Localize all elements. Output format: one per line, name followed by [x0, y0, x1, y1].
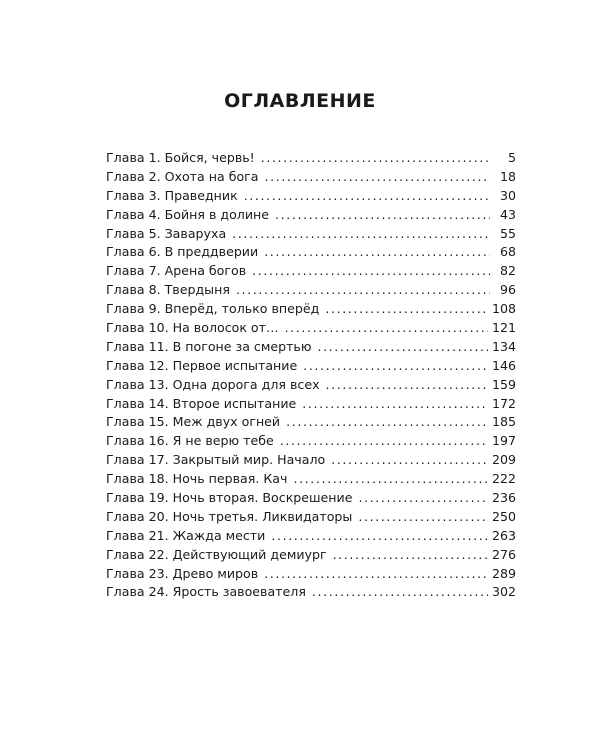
toc-entry-title: Глава 11. В погоне за смертью — [106, 338, 312, 354]
toc-entry-title: Глава 1. Бойся, червь! — [106, 150, 255, 165]
toc-leader-dots — [275, 206, 490, 225]
toc-page-number: 121 — [491, 320, 516, 336]
toc-entry-title: Глава 2. Охота на бога — [106, 168, 259, 184]
toc-entry — [106, 508, 516, 527]
toc-page-number: 159 — [491, 376, 516, 392]
toc-leader-dots — [333, 546, 488, 565]
toc-leader-dots — [317, 338, 487, 357]
toc-leader-dots — [326, 376, 488, 395]
toc-page-number: 263 — [491, 527, 516, 543]
toc-entry-title: Глава 17. Закрытый мир. Начало — [106, 452, 326, 468]
toc-entry — [106, 583, 516, 602]
toc-entry-title: Глава 18. Ночь первая. Кач — [106, 471, 288, 487]
toc-entry-title: Глава 21. Жажда мести — [106, 527, 266, 543]
toc-entry — [106, 565, 516, 584]
toc-entry — [106, 168, 516, 187]
toc-entry — [106, 319, 516, 338]
toc-leader-dots — [331, 451, 488, 470]
toc-entry — [106, 243, 516, 262]
toc-leader-dots — [261, 149, 490, 168]
toc-entry-title: Глава 7. Арена богов — [106, 263, 247, 279]
toc-list — [106, 149, 516, 602]
toc-entry-title: Глава 13. Одна дорога для всех — [106, 376, 320, 392]
toc-entry — [106, 206, 516, 225]
toc-entry — [106, 225, 516, 244]
toc-leader-dots — [265, 168, 491, 187]
toc-leader-dots — [244, 187, 490, 206]
toc-page-number: 197 — [491, 433, 516, 449]
toc-page-number: 222 — [491, 471, 516, 487]
toc-page-number: 82 — [499, 263, 516, 279]
toc-entry — [106, 470, 516, 489]
toc-entry-title: Глава 12. Первое испытание — [106, 357, 298, 373]
toc-leader-dots — [236, 281, 490, 300]
toc-entry-title: Глава 4. Бойня в долине — [106, 206, 270, 222]
toc-entry — [106, 413, 516, 432]
toc-entry-title: Глава 15. Меж двух огней — [106, 414, 281, 430]
toc-page-number: 276 — [491, 546, 516, 562]
toc-page-number: 146 — [491, 357, 516, 373]
toc-page-number: 185 — [491, 414, 516, 430]
toc-entry — [106, 262, 516, 281]
toc-page-number: 250 — [491, 508, 516, 524]
toc-entry-title: Глава 10. На волосок от… — [106, 320, 279, 336]
toc-entry — [106, 281, 516, 300]
toc-entry-title: Глава 6. В преддверии — [106, 244, 259, 260]
toc-page-number: 5 — [507, 150, 516, 165]
toc-entry — [106, 527, 516, 546]
toc-entry-title: Глава 24. Ярость завоевателя — [106, 584, 306, 600]
toc-page-number: 55 — [499, 225, 516, 241]
toc-entry-title: Глава 9. Вперёд, только вперёд — [106, 301, 320, 317]
toc-leader-dots — [358, 508, 488, 527]
toc-leader-dots — [358, 489, 487, 508]
toc-page-number: 108 — [491, 301, 516, 317]
page-title: ОГЛАВЛЕНИЕ — [224, 90, 376, 112]
toc-entry — [106, 432, 516, 451]
toc-entry-title: Глава 23. Древо миров — [106, 565, 259, 581]
toc-page-number: 18 — [499, 168, 516, 184]
toc-leader-dots — [252, 262, 490, 281]
toc-leader-dots — [280, 432, 488, 451]
toc-entry — [106, 357, 516, 376]
toc-leader-dots — [264, 565, 488, 584]
toc-page-number: 209 — [491, 452, 516, 468]
toc-page-number: 289 — [491, 565, 516, 581]
toc-entry — [106, 300, 516, 319]
toc-page-number: 43 — [499, 206, 516, 222]
toc-entry — [106, 338, 516, 357]
toc-entry-title: Глава 19. Ночь вторая. Воскрешение — [106, 490, 353, 506]
toc-page-number: 172 — [491, 395, 516, 411]
toc-entry — [106, 489, 516, 508]
toc-leader-dots — [325, 300, 488, 319]
toc-leader-dots — [302, 395, 488, 414]
toc-entry-title: Глава 3. Праведник — [106, 187, 238, 203]
toc-entry — [106, 395, 516, 414]
toc-leader-dots — [285, 319, 488, 338]
toc-leader-dots — [232, 225, 490, 244]
toc-entry-title: Глава 14. Второе испытание — [106, 395, 297, 411]
toc-entry-title: Глава 20. Ночь третья. Ликвидаторы — [106, 508, 353, 524]
toc-entry-title: Глава 8. Твердыня — [106, 282, 230, 298]
toc-leader-dots — [271, 527, 488, 546]
toc-entry — [106, 149, 516, 168]
toc-leader-dots — [303, 357, 488, 376]
toc-page-number: 302 — [491, 584, 516, 600]
toc-entry — [106, 546, 516, 565]
toc-entry — [106, 451, 516, 470]
toc-page-number: 68 — [499, 244, 516, 260]
toc-page-number: 96 — [499, 282, 516, 298]
toc-page-number: 134 — [491, 338, 516, 354]
toc-leader-dots — [264, 243, 490, 262]
toc-page-number: 236 — [491, 490, 516, 506]
toc-leader-dots — [293, 470, 487, 489]
toc-entry — [106, 187, 516, 206]
toc-entry-title: Глава 5. Заваруха — [106, 225, 227, 241]
toc-page-number: 30 — [499, 187, 516, 203]
toc-leader-dots — [286, 413, 488, 432]
toc-entry — [106, 376, 516, 395]
toc-leader-dots — [312, 583, 488, 602]
toc-entry-title: Глава 16. Я не верю тебе — [106, 433, 274, 449]
toc-entry-title: Глава 22. Действующий демиург — [106, 546, 327, 562]
